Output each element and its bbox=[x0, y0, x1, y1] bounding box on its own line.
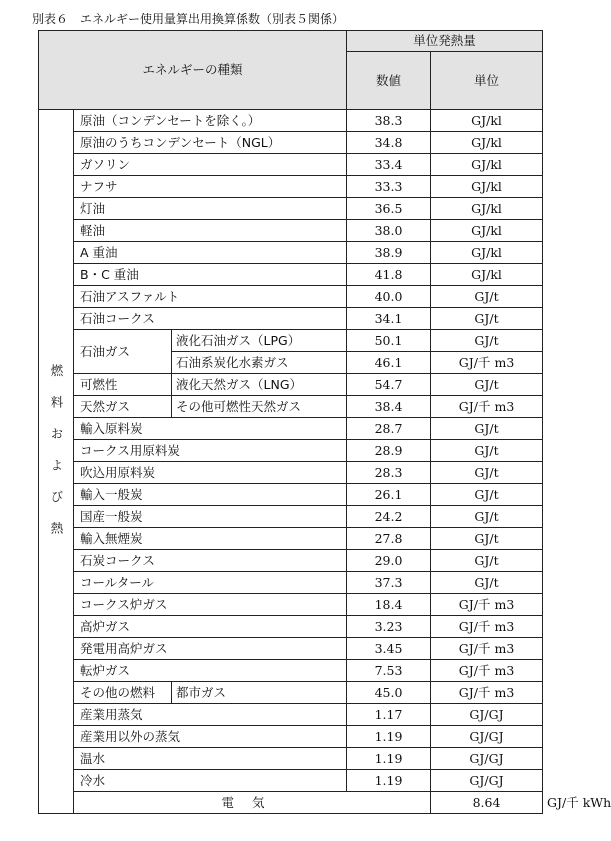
value-cell: 34.8 bbox=[347, 132, 431, 154]
energy-name-cell: 冷水 bbox=[74, 770, 347, 792]
energy-name-cell: A 重油 bbox=[74, 242, 347, 264]
table-row bbox=[39, 770, 543, 792]
table-row bbox=[39, 528, 543, 550]
value-cell: 38.3 bbox=[347, 110, 431, 132]
energy-name-cell: 石油コークス bbox=[74, 308, 347, 330]
table-row bbox=[39, 660, 543, 682]
value-cell: 50.1 bbox=[347, 330, 431, 352]
table-caption: 別表６ エネルギー使用量算出用換算係数（別表５関係） bbox=[32, 12, 345, 26]
unit-cell: GJ/t bbox=[431, 550, 543, 572]
value-cell: 37.3 bbox=[347, 572, 431, 594]
table-row bbox=[39, 132, 543, 154]
calorific-value-header: 単位発熱量 bbox=[347, 31, 543, 52]
energy-name-cell: コークス炉ガス bbox=[74, 594, 347, 616]
unit-cell: GJ/千 m3 bbox=[431, 352, 543, 374]
unit-cell: GJ/千 m3 bbox=[431, 396, 543, 418]
group-label-cell: その他の燃料 bbox=[74, 682, 172, 704]
value-cell: 40.0 bbox=[347, 286, 431, 308]
energy-name-cell: 原油（コンデンセートを除く。） bbox=[74, 110, 347, 132]
energy-name-cell: 発電用高炉ガス bbox=[74, 638, 347, 660]
value-cell: 18.4 bbox=[347, 594, 431, 616]
table-row bbox=[39, 396, 543, 418]
table-row bbox=[39, 154, 543, 176]
table-row bbox=[39, 704, 543, 726]
unit-cell: GJ/千 m3 bbox=[431, 594, 543, 616]
unit-cell: GJ/t bbox=[431, 286, 543, 308]
energy-name-cell: 輸入原料炭 bbox=[74, 418, 347, 440]
energy-name-cell: 石炭コークス bbox=[74, 550, 347, 572]
value-cell: 27.8 bbox=[347, 528, 431, 550]
energy-name-cell: ナフサ bbox=[74, 176, 347, 198]
unit-cell: GJ/GJ bbox=[431, 770, 543, 792]
category-label: 燃料および熱 bbox=[49, 364, 64, 553]
unit-cell: GJ/t bbox=[431, 374, 543, 396]
value-cell: 1.17 bbox=[347, 704, 431, 726]
table-row bbox=[39, 572, 543, 594]
unit-cell: GJ/t bbox=[431, 506, 543, 528]
table-row bbox=[39, 638, 543, 660]
value-cell: 33.3 bbox=[347, 176, 431, 198]
category-cell bbox=[39, 110, 74, 814]
unit-cell: GJ/kl bbox=[431, 220, 543, 242]
electricity-row: 電気 8.64 GJ/千 kWh bbox=[39, 792, 543, 814]
table-row bbox=[39, 242, 543, 264]
table-row bbox=[39, 330, 543, 352]
energy-name-cell: コールタール bbox=[74, 572, 347, 594]
value-cell: 28.7 bbox=[347, 418, 431, 440]
unit-cell: GJ/kl bbox=[431, 198, 543, 220]
value-cell: 54.7 bbox=[347, 374, 431, 396]
value-cell: 8.64 bbox=[431, 792, 543, 814]
unit-cell: GJ/千 m3 bbox=[431, 638, 543, 660]
unit-cell: GJ/GJ bbox=[431, 704, 543, 726]
value-cell: 3.23 bbox=[347, 616, 431, 638]
value-cell: 45.0 bbox=[347, 682, 431, 704]
table-row bbox=[39, 374, 543, 396]
table-row bbox=[39, 440, 543, 462]
unit-cell: GJ/GJ bbox=[431, 748, 543, 770]
unit-cell: GJ/t bbox=[431, 462, 543, 484]
unit-cell: GJ/kl bbox=[431, 264, 543, 286]
unit-cell: GJ/kl bbox=[431, 110, 543, 132]
value-cell: 38.0 bbox=[347, 220, 431, 242]
energy-name-cell: 液化石油ガス（LPG） bbox=[172, 330, 347, 352]
energy-name-cell: 都市ガス bbox=[172, 682, 347, 704]
table-row bbox=[39, 110, 543, 132]
value-cell: 3.45 bbox=[347, 638, 431, 660]
unit-cell: GJ/千 m3 bbox=[431, 660, 543, 682]
value-cell: 38.9 bbox=[347, 242, 431, 264]
energy-name-cell: 高炉ガス bbox=[74, 616, 347, 638]
table-row bbox=[39, 308, 543, 330]
energy-name-cell: 軽油 bbox=[74, 220, 347, 242]
conversion-factor-table bbox=[38, 30, 611, 814]
energy-name-cell: 産業用以外の蒸気 bbox=[74, 726, 347, 748]
group-label-cell: 可燃性 bbox=[74, 374, 172, 396]
energy-name-cell: コークス用原料炭 bbox=[74, 440, 347, 462]
energy-name-cell: 灯油 bbox=[74, 198, 347, 220]
table-row bbox=[39, 462, 543, 484]
header-row-1 bbox=[39, 31, 543, 52]
unit-cell: GJ/t bbox=[431, 330, 543, 352]
value-cell: 28.9 bbox=[347, 440, 431, 462]
value-cell: 33.4 bbox=[347, 154, 431, 176]
energy-name-cell: 原油のうちコンデンセート（NGL） bbox=[74, 132, 347, 154]
value-cell: 34.1 bbox=[347, 308, 431, 330]
table-row bbox=[39, 198, 543, 220]
energy-name-cell: ガソリン bbox=[74, 154, 347, 176]
unit-cell: GJ/kl bbox=[431, 176, 543, 198]
table-row bbox=[39, 616, 543, 638]
unit-cell: GJ/GJ bbox=[431, 726, 543, 748]
energy-name-cell: 吹込用原料炭 bbox=[74, 462, 347, 484]
value-cell: 1.19 bbox=[347, 726, 431, 748]
table-row bbox=[39, 418, 543, 440]
electricity-label-cell: 電気 bbox=[74, 792, 431, 814]
unit-cell: GJ/kl bbox=[431, 154, 543, 176]
energy-name-cell: 石油系炭化水素ガス bbox=[172, 352, 347, 374]
value-cell: 36.5 bbox=[347, 198, 431, 220]
unit-cell: GJ/t bbox=[431, 418, 543, 440]
value-cell: 7.53 bbox=[347, 660, 431, 682]
value-cell: 29.0 bbox=[347, 550, 431, 572]
value-cell: 24.2 bbox=[347, 506, 431, 528]
unit-cell: GJ/t bbox=[431, 484, 543, 506]
energy-name-cell: 輸入無煙炭 bbox=[74, 528, 347, 550]
table-row bbox=[39, 484, 543, 506]
unit-cell: GJ/kl bbox=[431, 132, 543, 154]
value-cell: 28.3 bbox=[347, 462, 431, 484]
table-row bbox=[39, 594, 543, 616]
energy-name-cell: B・C 重油 bbox=[74, 264, 347, 286]
table-row bbox=[39, 220, 543, 242]
energy-name-cell: 転炉ガス bbox=[74, 660, 347, 682]
unit-cell: GJ/t bbox=[431, 440, 543, 462]
energy-name-cell: 国産一般炭 bbox=[74, 506, 347, 528]
energy-type-header: エネルギーの種類 bbox=[39, 31, 347, 110]
table-row bbox=[39, 550, 543, 572]
value-cell: 41.8 bbox=[347, 264, 431, 286]
unit-header: 単位 bbox=[431, 52, 543, 110]
unit-cell: GJ/t bbox=[431, 572, 543, 594]
group-label-cell: 天然ガス bbox=[74, 396, 172, 418]
table-row bbox=[39, 682, 543, 704]
value-header: 数値 bbox=[347, 52, 431, 110]
table-row bbox=[39, 726, 543, 748]
table-row bbox=[39, 264, 543, 286]
value-cell: 46.1 bbox=[347, 352, 431, 374]
table-row bbox=[39, 748, 543, 770]
energy-name-cell: 液化天然ガス（LNG） bbox=[172, 374, 347, 396]
value-cell: 26.1 bbox=[347, 484, 431, 506]
energy-name-cell: 温水 bbox=[74, 748, 347, 770]
energy-name-cell: 石油アスファルト bbox=[74, 286, 347, 308]
unit-cell: GJ/t bbox=[431, 528, 543, 550]
unit-cell: GJ/kl bbox=[431, 242, 543, 264]
table-row bbox=[39, 286, 543, 308]
unit-cell: GJ/t bbox=[431, 308, 543, 330]
energy-name-cell: 輸入一般炭 bbox=[74, 484, 347, 506]
energy-name-cell: 産業用蒸気 bbox=[74, 704, 347, 726]
value-cell: 1.19 bbox=[347, 748, 431, 770]
energy-name-cell: その他可燃性天然ガス bbox=[172, 396, 347, 418]
value-cell: 1.19 bbox=[347, 770, 431, 792]
unit-cell: GJ/千 m3 bbox=[431, 682, 543, 704]
value-cell: 38.4 bbox=[347, 396, 431, 418]
unit-cell: GJ/千 m3 bbox=[431, 616, 543, 638]
table-row bbox=[39, 506, 543, 528]
group-label-cell: 石油ガス bbox=[74, 330, 172, 374]
table-row bbox=[39, 176, 543, 198]
